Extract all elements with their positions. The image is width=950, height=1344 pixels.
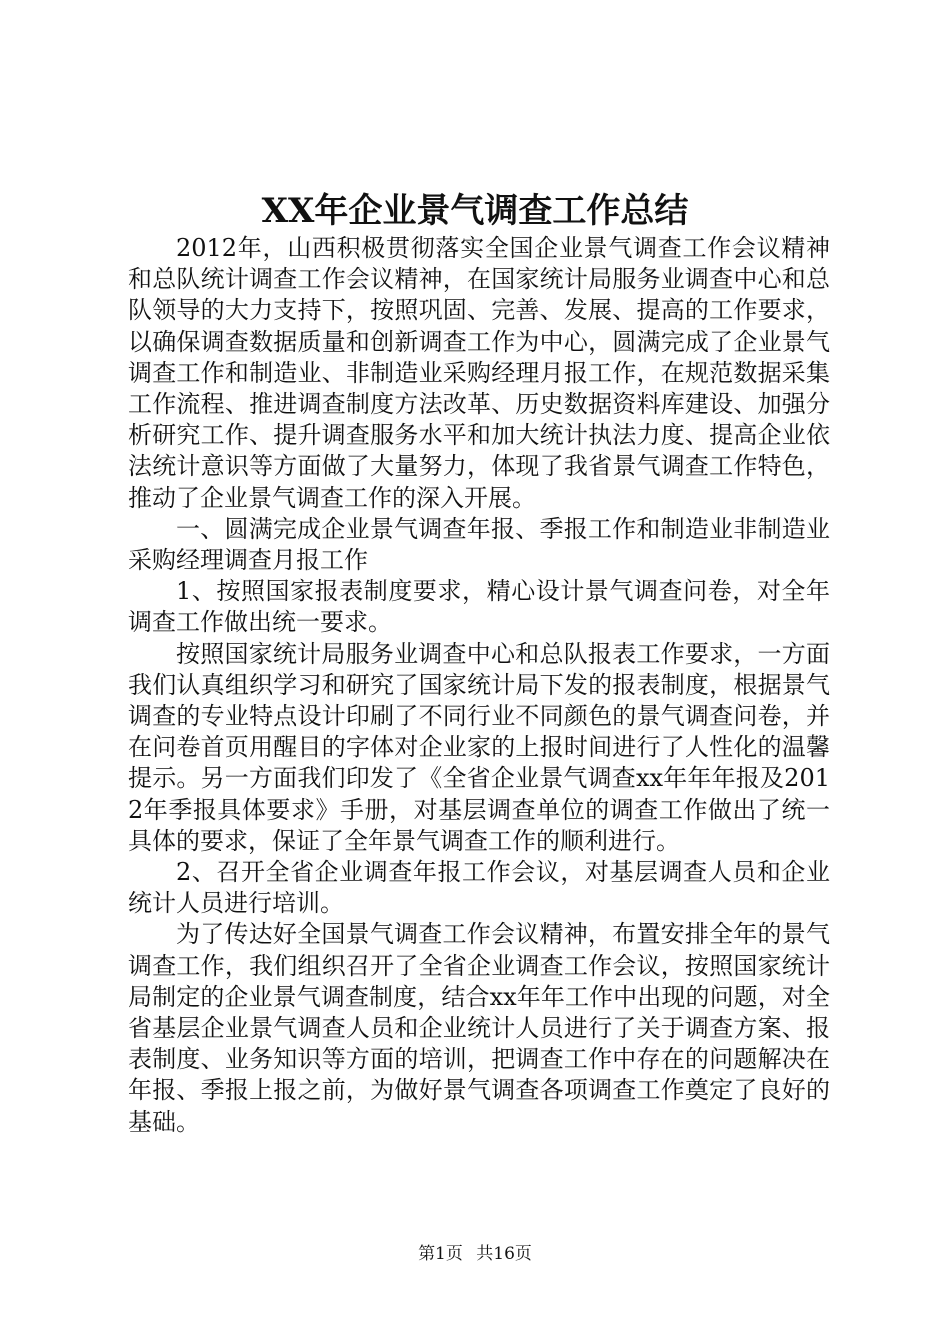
paragraph-questionnaire: 按照国家统计局服务业调查中心和总队报表工作要求，一方面我们认真组织学习和研究了国家统计局下发的报表制度，根据景气调查的专业特点设计印刷了不同行业不同颜色的景气调查问卷，并在问卷首页用醒目的字体对企业家的上报时间进行了人性化的温馨提示。另一方面我们印发了《全省企业景气调查xx年年年报及2012年季报具体要求》手册，对基层调查单位的调查工作做出了统一具体的要求，保证了全年景气调查工作的顺利进行。 [128,639,830,855]
subheading-2: 2、召开全省企业调查年报工作会议，对基层调查人员和企业统计人员进行培训。 [128,858,830,918]
page-footer [0,1242,950,1266]
document-body [128,233,830,1138]
paragraph-training: 为了传达好全国景气调查工作会议精神，布置安排全年的景气调查工作，我们组织召开了全省企业调查工作会议，按照国家统计局制定的企业景气调查制度，结合xx年年工作中出现的问题，对全省基层企业景气调查人员和企业统计人员进行了关于调查方案、报表制度、业务知识等方面的培训，把调查工作中存在的问题解决在年报、季报上报之前，为做好景气调查各项调查工作奠定了良好的基础。 [128,920,830,1136]
page-number-current: 第1页 [418,1244,463,1264]
paragraph-intro: 2012年，山西积极贯彻落实全国企业景气调查工作会议精神和总队统计调查工作会议精神，在国家统计局服务业调查中心和总队领导的大力支持下，按照巩固、完善、发展、提高的工作要求，以确保调查数据质量和创新调查工作为中心，圆满完成了企业景气调查工作和制造业、非制造业采购经理月报工作，在规范数据采集工作流程、推进调查制度方法改革、历史数据资料库建设、加强分析研究工作、提升调查服务水平和加大统计执法力度、提高企业依法统计意识等方面做了大量努力，体现了我省景气调查工作特色，推动了企业景气调查工作的深入开展。 [128,234,830,512]
document-title: XX年企业景气调查工作总结 [261,191,689,231]
subheading-1: 1、按照国家报表制度要求，精心设计景气调查问卷，对全年调查工作做出统一要求。 [128,577,830,637]
section-heading-1: 一、圆满完成企业景气调查年报、季报工作和制造业非制造业采购经理调查月报工作 [128,514,830,575]
page-number-total: 共16页 [476,1244,532,1264]
